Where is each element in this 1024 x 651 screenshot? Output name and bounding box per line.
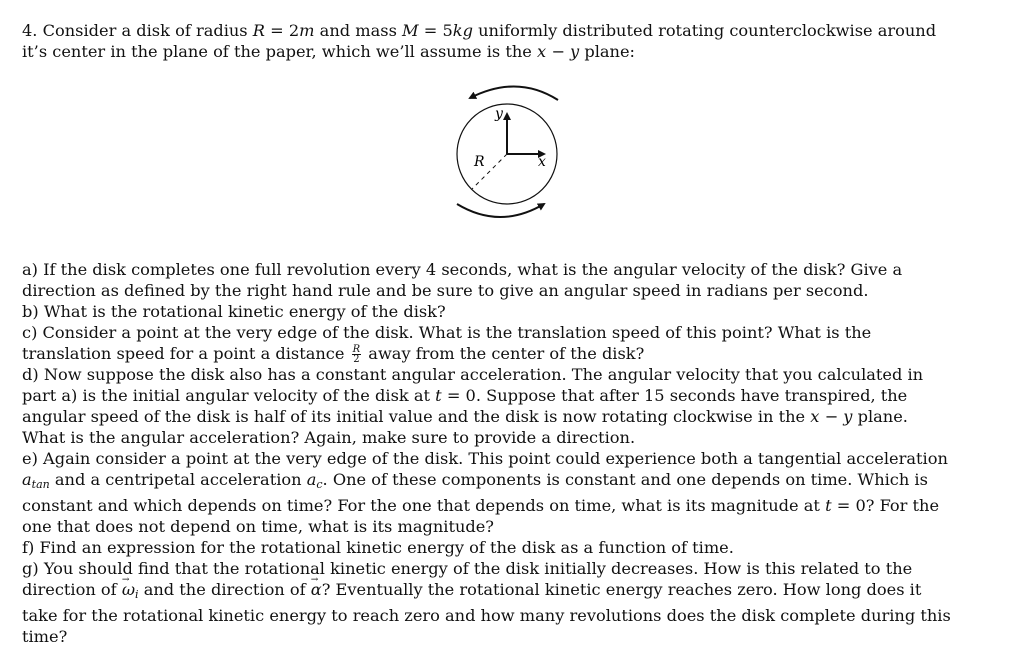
question-e: e) Again consider a point at the very edge of the disk. This point could experience both a tangential acceleration $a_{tan}$ and a centripetal acceleration $a_c$. One of these components is constant and one depends on time. Which is constant and which depends on time? For the one that depends on time, what is its magnitude at t = 0? For the one that does not depend on time, what is its magnitude? [22,449,948,536]
question-d: d) Now suppose the disk also has a constant angular acceleration. The angular velocity that you calculated in part a) is the initial angular velocity of the disk at t = 0. Suppose that after 15 seconds have transpired, the angular speed of the disk is half of its initial value and the disk is now rotating clockwise in the x − y plane. What is the angular acceleration? Again, make sure to provide a direction. [22,365,924,447]
problem-intro: 4. Consider a disk of radius R = 2m and mass M = 5kg uniformly distributed rotating counterclockwise around it’s center in the plane of the paper, which we’ll assume is the x − y plane: [22,21,937,61]
question-b: b) What is the rotational kinetic energy of the disk? [22,302,446,321]
questions [22,259,952,647]
question-f: f) Find an expression for the rotational kinetic energy of the disk as a function of time. [22,538,734,557]
question-a: a) If the disk completes one full revolution every 4 seconds, what is the angular velocity of the disk? Give a direction as defined by the right hand rule and be sure to give an angular speed in radians per second. [22,260,903,300]
radius-label: R [474,154,485,170]
rotation-arrow-bottom [457,204,544,217]
disk-figure [432,78,572,228]
y-axis-label: y [495,106,503,122]
question-g: g) You should find that the rotational kinetic energy of the disk initially decreases. How is this related to the direction of → $\omega_i$ and the direction of → α? Eventually the rotational kinetic energy reaches zero. How long does it take for the rotational kinetic energy to reach zero and how many revolutions does the disk complete during this time? [22,558,952,647]
problem-number: 4. [22,21,38,40]
fraction-r-over-2: $\frac{R}{2}$ [352,344,361,365]
rotation-arrow-top [470,86,558,100]
x-axis-label: x [538,154,546,170]
question-c: c) Consider a point at the very edge of the disk. What is the translation speed of this point? What is the translation speed for a point a distance $\frac{R}{2}$ away from the center of the disk? [22,323,872,365]
